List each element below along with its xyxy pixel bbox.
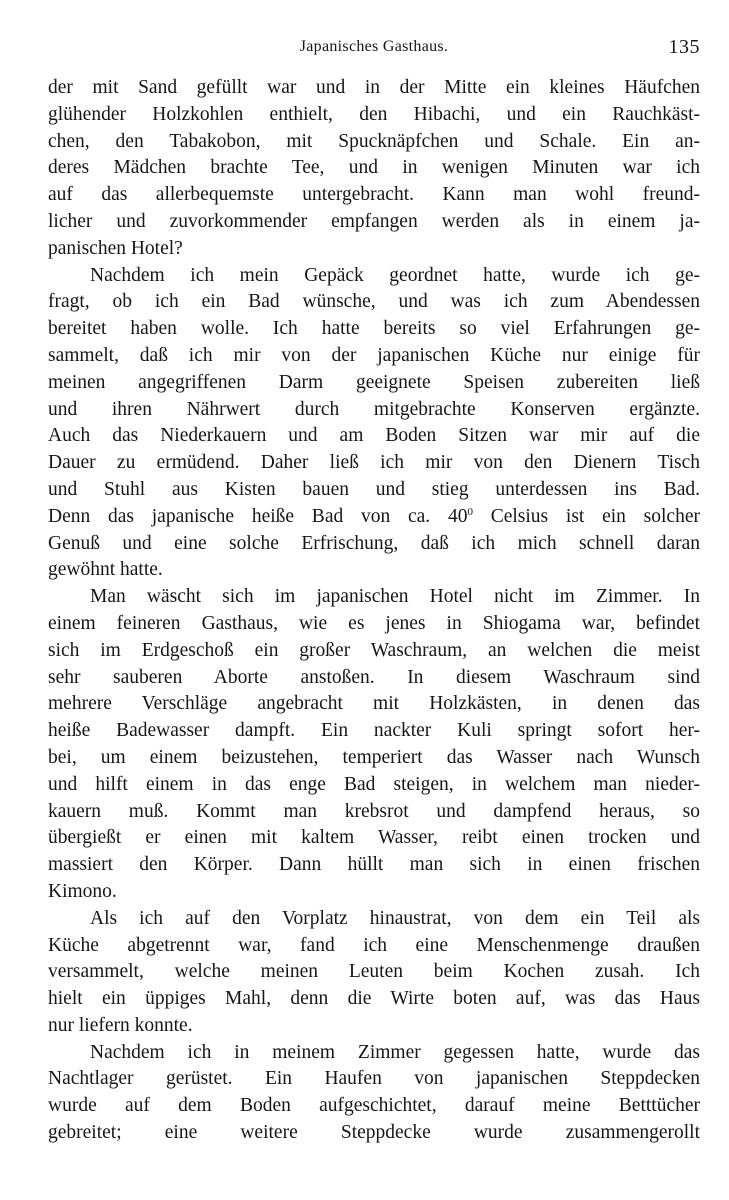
text-line: Genuß und eine solche Erfrischung, daß ich mich schnell daran bbox=[48, 532, 700, 554]
text-line: hielt ein üppiges Mahl, denn die Wirte boten auf, was das Haus bbox=[48, 988, 700, 1010]
paragraph-start-line: Man wäscht sich im japanischen Hotel nicht im Zimmer. In bbox=[90, 586, 700, 608]
text-line: massiert den Körper. Dann hüllt man sich in einen frischen bbox=[48, 854, 700, 876]
text-line-with-degree bbox=[48, 504, 700, 531]
text-line: fragt, ob ich ein Bad wünsche, und was ich zum Abendessen bbox=[48, 291, 700, 313]
text-line: Kimono. bbox=[48, 880, 117, 902]
text-line: wurde auf dem Boden aufgeschichtet, darauf meine Betttücher bbox=[48, 1095, 700, 1117]
text-line: einem feineren Gasthaus, wie es jenes in Shiogama war, befindet bbox=[48, 612, 700, 634]
text-line: glühender Holzkohlen enthielt, den Hibachi, und ein Rauchkäst- bbox=[48, 103, 700, 125]
text-line: versammelt, welche meinen Leuten beim Kochen zusah. Ich bbox=[48, 961, 700, 983]
text-line: bei, um einem beizustehen, temperiert das Wasser nach Wunsch bbox=[48, 746, 700, 768]
text-line: und ihren Nährwert durch mitgebrachte Konserven ergänzte. bbox=[48, 398, 700, 420]
text-line: sehr sauberen Aborte anstoßen. In diesem Waschraum sind bbox=[48, 666, 700, 688]
text-line: kauern muß. Kommt man krebsrot und dampfend heraus, so bbox=[48, 800, 700, 822]
text-line: mehrere Verschläge angebracht mit Holzkästen, in denen das bbox=[48, 693, 700, 715]
text-line: Dauer zu ermüdend. Daher ließ ich mir von den Dienern Tisch bbox=[48, 452, 700, 474]
text-line: licher und zuvorkommender empfangen werden als in einem ja- bbox=[48, 210, 700, 232]
text-line: heiße Badewasser dampft. Ein nackter Kuli springt sofort her- bbox=[48, 720, 700, 742]
page-number: 135 bbox=[668, 36, 700, 58]
text-segment: Celsius ist ein solcher bbox=[472, 505, 700, 527]
text-line: der mit Sand gefüllt war und in der Mitte ein kleines Häufchen bbox=[48, 77, 700, 98]
text-line: Nachtlager gerüstet. Ein Haufen von japanischen Steppdecken bbox=[48, 1068, 700, 1090]
text-segment: Denn das japanische heiße Bad von ca. 40 bbox=[48, 505, 468, 527]
text-line: und Stuhl aus Kisten bauen und stieg unterdessen ins Bad. bbox=[48, 478, 700, 500]
text-line: und hilft einem in das enge Bad steigen, in welchem man nieder- bbox=[48, 773, 700, 795]
text-line: meinen angegriffenen Darm geeignete Speisen zubereiten ließ bbox=[48, 371, 700, 393]
degree-mark: 0 bbox=[467, 505, 473, 518]
text-line: gebreitet; eine weitere Steppdecke wurde zusammengerollt bbox=[48, 1122, 700, 1144]
paragraph-start-line: Als ich auf den Vorplatz hinaustrat, von dem ein Teil als bbox=[90, 907, 700, 929]
body-text bbox=[48, 75, 700, 1147]
running-title: Japanisches Gasthaus. bbox=[299, 38, 449, 55]
text-line: deres Mädchen brachte Tee, und in wenigen Minuten war ich bbox=[48, 157, 700, 179]
text-line: Auch das Niederkauern und am Boden Sitzen war mir auf die bbox=[48, 425, 700, 447]
text-line: sich im Erdgeschoß ein großer Waschraum, an welchen die meist bbox=[48, 639, 700, 661]
text-line: panischen Hotel? bbox=[48, 237, 183, 259]
paragraph-start-line: Nachdem ich mein Gepäck geordnet hatte, wurde ich ge- bbox=[90, 264, 700, 286]
text-line: bereitet haben wolle. Ich hatte bereits so viel Erfahrungen ge- bbox=[48, 318, 700, 340]
text-line: übergießt er einen mit kaltem Wasser, reibt einen trocken und bbox=[48, 827, 700, 849]
text-line: Küche abgetrennt war, fand ich eine Menschenmenge draußen bbox=[48, 934, 700, 956]
paragraph-start-line: Nachdem ich in meinem Zimmer gegessen hatte, wurde das bbox=[90, 1041, 700, 1063]
text-line: gewöhnt hatte. bbox=[48, 559, 163, 581]
page-header bbox=[48, 36, 700, 58]
text-line: auf das allerbequemste untergebracht. Kann man wohl freund- bbox=[48, 184, 700, 206]
text-line: sammelt, daß ich mir von der japanischen Küche nur einige für bbox=[48, 344, 700, 366]
text-line: nur liefern konnte. bbox=[48, 1014, 193, 1036]
text-line: chen, den Tabakobon, mit Spucknäpfchen und Schale. Ein an- bbox=[48, 130, 700, 152]
